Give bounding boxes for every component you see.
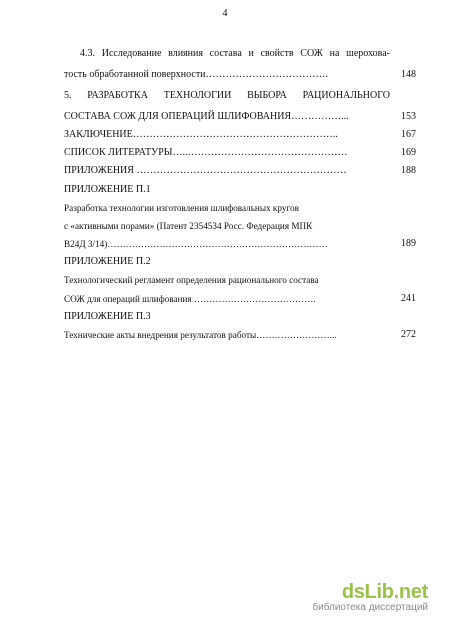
toc-line: СПИСОК ЛИТЕРАТУРЫ…..………………………………………… — [64, 147, 348, 158]
toc-page-number: 272 — [401, 329, 416, 340]
toc-line: ПРИЛОЖЕНИЕ П.2 — [64, 256, 151, 267]
toc-page-number: 148 — [401, 69, 416, 80]
toc-page-number: 241 — [401, 293, 416, 304]
toc-page-number: 169 — [401, 147, 416, 158]
watermark[interactable] — [312, 581, 428, 613]
toc-line: тость обработанной поверхности………………………………. — [64, 69, 329, 80]
toc-line: Разработка технологии изготовления шлифовальных кругов — [64, 203, 299, 213]
watermark-logo[interactable]: dsLib.net — [341, 581, 428, 603]
toc-line: с «активными порами» (Патент 2354534 Росс. Федерация МПК — [64, 221, 313, 231]
toc-line: 5. РАЗРАБОТКА ТЕХНОЛОГИИ ВЫБОРА РАЦИОНАЛЬНОГО — [64, 90, 390, 101]
toc-line: Технические акты внедрения результатов работы……………………... — [64, 330, 337, 340]
toc-line: В24Д 3/14)……………………………………………………………… — [64, 239, 328, 249]
toc-page-number: 188 — [401, 165, 416, 176]
toc-page-number: 167 — [401, 129, 416, 140]
toc-line: СОЖ для операций шлифования …………………………………. — [64, 294, 316, 304]
toc-line: ПРИЛОЖЕНИЕ П.3 — [64, 311, 151, 322]
toc-line: СОСТАВА СОЖ ДЛЯ ОПЕРАЦИЙ ШЛИФОВАНИЯ……………... — [64, 111, 349, 122]
toc-line: ПРИЛОЖЕНИЯ ……………………………………………………… — [64, 165, 347, 176]
toc-line: ПРИЛОЖЕНИЕ П.1 — [64, 184, 151, 195]
toc-line: ЗАКЛЮЧЕНИЕ…………………………………………………….. — [64, 129, 338, 140]
watermark-subtitle: библиотека диссертаций — [312, 602, 428, 613]
toc-page-number: 153 — [401, 111, 416, 122]
toc-page-number: 189 — [401, 238, 416, 249]
toc-line: 4.3. Исследование влияния состава и свойств СОЖ на шерохова- — [80, 48, 390, 59]
toc-line: Технологический регламент определения рационального состава — [64, 275, 319, 285]
page-number: 4 — [222, 8, 228, 19]
